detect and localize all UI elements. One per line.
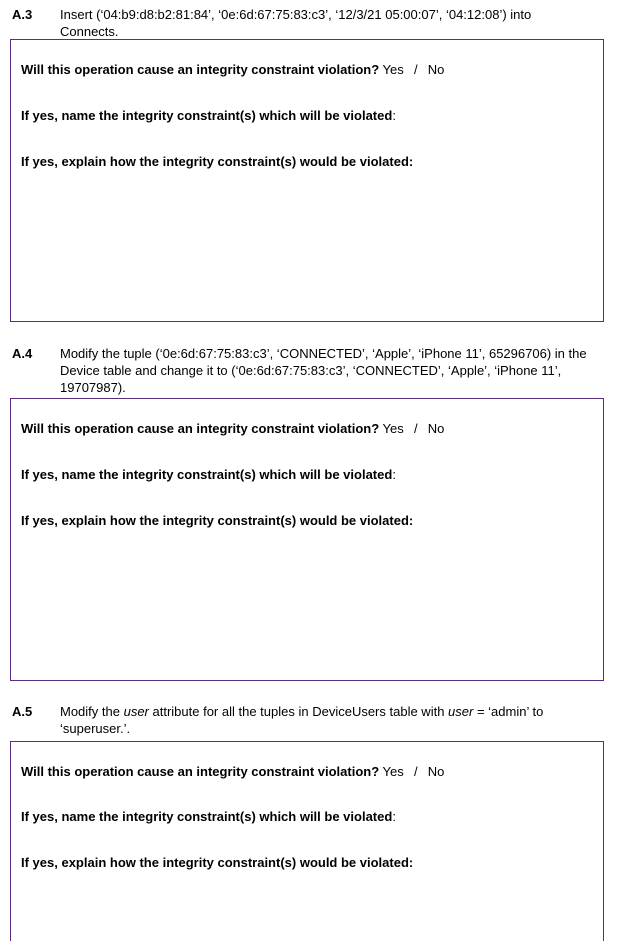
explain-constraint-prompt: If yes, explain how the integrity constraint(s) would be violated: — [21, 855, 414, 870]
question-text — [60, 703, 610, 737]
question-text — [60, 6, 610, 40]
name-constraint-text: If yes, name the integrity constraint(s) which will be violated — [21, 467, 393, 482]
question-text-line — [60, 703, 610, 720]
question-text-line: Insert (‘04:b9:d8:b2:81:84’, ‘0e:6d:67:75:83:c3’, ‘12/3/21 05:00:07’, ‘04:12:08’) into — [60, 7, 532, 22]
question-number: A.5 — [12, 704, 33, 719]
yes-option[interactable]: Yes — [382, 764, 404, 779]
yes-option[interactable]: Yes — [382, 62, 404, 77]
yes-option[interactable]: Yes — [382, 421, 404, 436]
yes-no-separator: / — [413, 764, 418, 779]
text-part: = ‘admin’ to — [473, 704, 544, 719]
name-constraint-prompt — [21, 466, 396, 483]
italic-term: user — [123, 704, 149, 719]
name-constraint-prompt — [21, 808, 396, 825]
question-text-line: 19707987). — [60, 380, 126, 395]
violation-question — [21, 420, 444, 437]
question-number: A.3 — [12, 7, 33, 22]
no-option[interactable]: No — [427, 764, 445, 779]
answer-box[interactable] — [10, 741, 604, 941]
name-constraint-text: If yes, name the integrity constraint(s) which will be violated — [21, 809, 393, 824]
yes-no-separator: / — [413, 421, 418, 436]
name-constraint-prompt — [21, 107, 396, 124]
question-text-line: Connects. — [60, 24, 119, 39]
question-text — [60, 345, 610, 396]
question-text-line: Modify the tuple (‘0e:6d:67:75:83:c3’, ‘CONNECTED’, ‘Apple’, ‘iPhone 11’, 65296706) in the — [60, 346, 587, 361]
no-option[interactable]: No — [427, 421, 445, 436]
italic-term: user — [448, 704, 474, 719]
no-option[interactable]: No — [427, 62, 445, 77]
explain-constraint-prompt: If yes, explain how the integrity constraint(s) would be violated: — [21, 513, 414, 528]
question-text-line: Device table and change it to (‘0e:6d:67:75:83:c3’, ‘CONNECTED’, ‘Apple’, ‘iPhone 11’, — [60, 363, 562, 378]
violation-question-text: Will this operation cause an integrity constraint violation? — [21, 62, 380, 77]
question-text-line: ‘superuser.’. — [60, 721, 131, 736]
answer-box[interactable] — [10, 398, 604, 681]
prompt-colon: : — [392, 467, 396, 482]
text-part: attribute for all the tuples in DeviceUsers table with — [148, 704, 449, 719]
prompt-colon: : — [392, 809, 396, 824]
prompt-colon: : — [392, 108, 396, 123]
explain-constraint-prompt: If yes, explain how the integrity constraint(s) would be violated: — [21, 154, 414, 169]
violation-question-text: Will this operation cause an integrity constraint violation? — [21, 421, 380, 436]
violation-question-text: Will this operation cause an integrity constraint violation? — [21, 764, 380, 779]
question-number: A.4 — [12, 346, 33, 361]
violation-question — [21, 61, 444, 78]
answer-box[interactable] — [10, 39, 604, 322]
name-constraint-text: If yes, name the integrity constraint(s) which will be violated — [21, 108, 393, 123]
violation-question — [21, 763, 444, 780]
text-part: Modify the — [60, 704, 124, 719]
yes-no-separator: / — [413, 62, 418, 77]
